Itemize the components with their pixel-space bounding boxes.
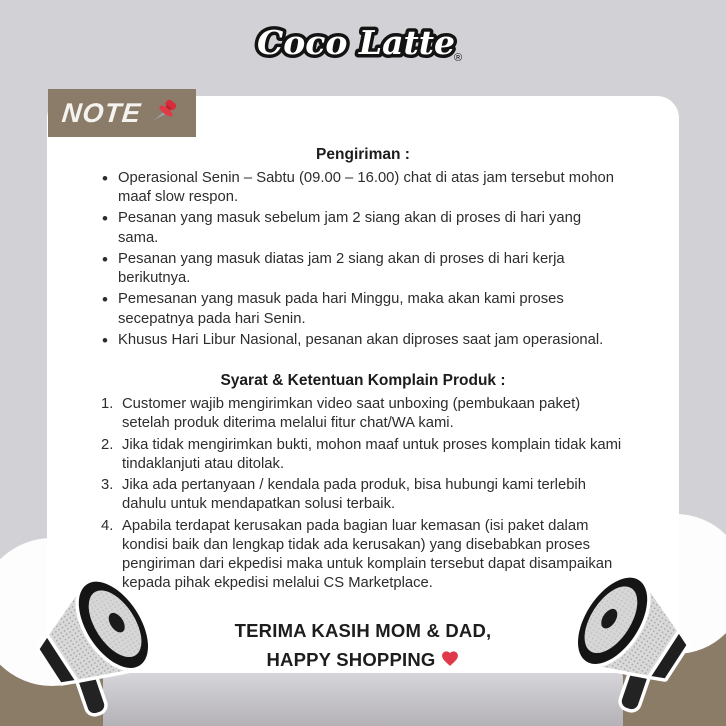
complaint-item: Apabila terdapat kerusakan pada bagian luar kemasan (isi paket dalam kondisi baik dan lengkap tidak ada kerusakan) yang disebabkan proses pengiriman dari ekpedisi maka untuk komplain tersebut dapat disampaikan kepada pihak ekpedisi melalui CS Marketplace. bbox=[122, 517, 613, 592]
closing-line1: TERIMA KASIH MOM & DAD, bbox=[234, 620, 492, 642]
pushpin-icon bbox=[150, 97, 182, 129]
background-bottom-strip bbox=[103, 671, 623, 726]
note-badge-label: NOTE bbox=[60, 97, 143, 128]
brand-logo-text: Coco Latte bbox=[257, 23, 455, 62]
complaint-heading: Syarat & Ketentuan Komplain Produk : bbox=[220, 372, 506, 390]
note-badge bbox=[48, 89, 196, 137]
shipping-item: • Pemesanan yang masuk pada hari Minggu, maka akan kami proses secepatnya pada hari Senin. bbox=[101, 290, 625, 328]
registered-mark: ® bbox=[453, 52, 463, 64]
brand-logo bbox=[253, 14, 473, 72]
shipping-item: • Operasional Senin – Sabtu (09.00 – 16.00) chat di atas jam tersebut mohon maaf slow respon. bbox=[101, 169, 625, 207]
complaint-item: Jika ada pertanyaan / kendala pada produk, bisa hubungi kami terlebih dahulu untuk mendapatkan solusi terbaik. bbox=[122, 477, 586, 513]
closing-line2: HAPPY SHOPPING bbox=[266, 649, 436, 671]
shipping-item: • Khusus Hari Libur Nasional, pesanan akan diproses saat jam operasional. bbox=[101, 331, 625, 350]
heart-icon bbox=[440, 649, 460, 668]
shipping-item: • Pesanan yang masuk sebelum jam 2 siang akan di proses di hari yang sama. bbox=[101, 209, 625, 247]
shipping-heading: Pengiriman : bbox=[316, 146, 410, 163]
shipping-list bbox=[101, 169, 625, 350]
megaphone-icon bbox=[546, 558, 714, 726]
shipping-item: • Pesanan yang masuk diatas jam 2 siang akan di proses di hari kerja berikutnya. bbox=[101, 250, 625, 288]
complaint-item: Customer wajib mengirimkan video saat unboxing (pembukaan paket) setelah produk diterima melalui fitur chat/WA kami. bbox=[122, 396, 581, 432]
complaint-item: Jika tidak mengirimkan bukti, mohon maaf untuk proses komplain tidak kami tindaklanjuti atau ditolak. bbox=[122, 436, 622, 472]
megaphone-icon bbox=[12, 562, 180, 726]
